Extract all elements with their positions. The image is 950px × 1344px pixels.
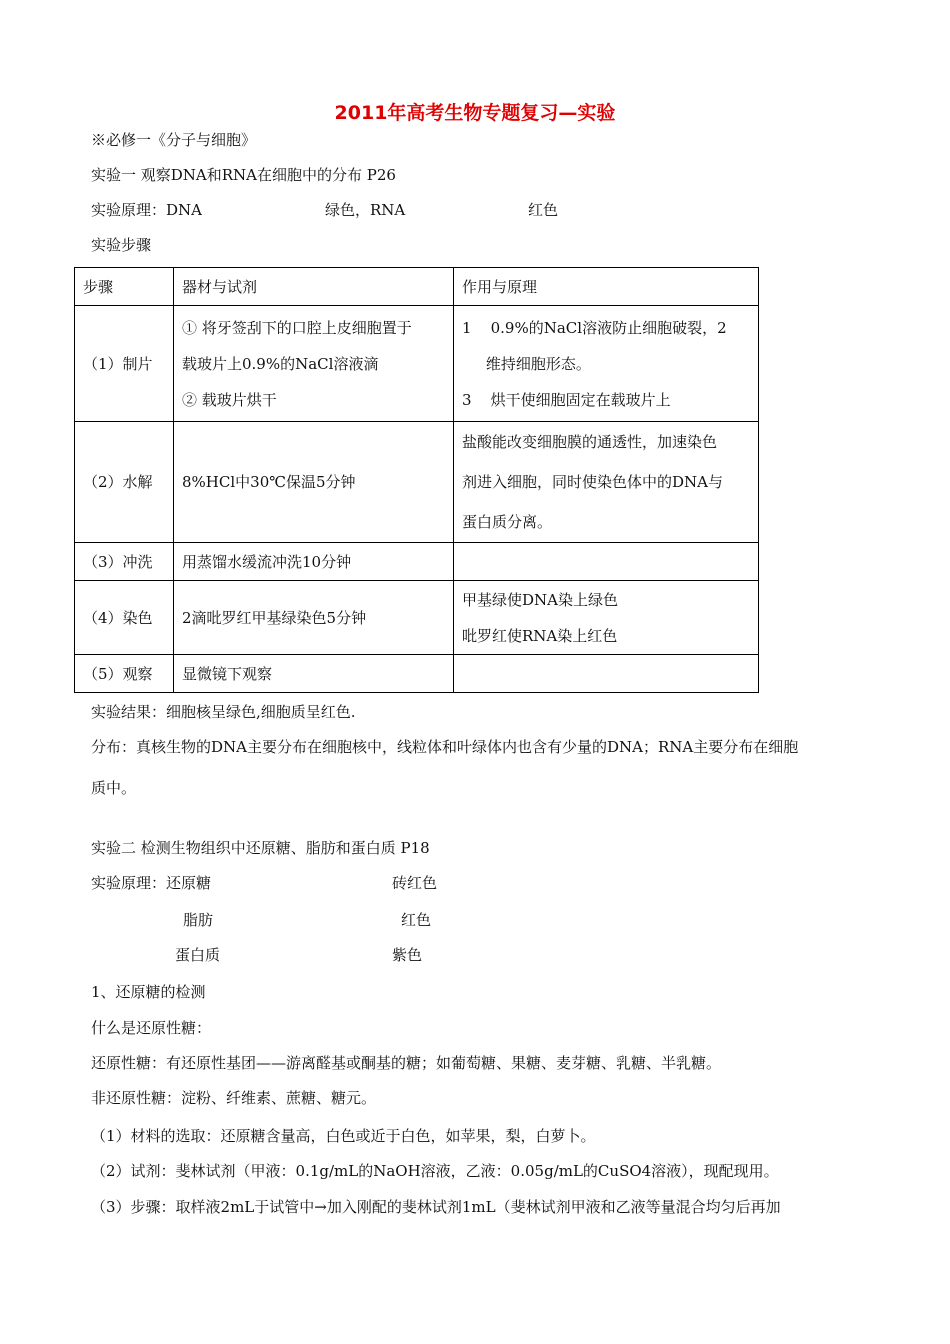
exp1-principle-green: 绿色，RNA — [325, 201, 406, 219]
exp2-item-reagent: （2）试剂：斐林试剂（甲液：0.1g/mL的NaOH溶液，乙液：0.05g/mL的CuSO4溶液），现配现用。 — [91, 1162, 779, 1180]
step-cell: （3）冲洗 — [75, 543, 174, 581]
exp2-reducing-sugar-def: 还原性糖：有还原性基团——游离醛基或酮基的糖；如葡萄糖、果糖、麦芽糖、乳糖、半乳糖。 — [91, 1054, 722, 1072]
table-row — [75, 422, 759, 543]
exp2-fat-label: 脂肪 — [183, 911, 214, 929]
purpose-cell — [454, 306, 759, 422]
exp2-color-fat: 红色 — [401, 911, 432, 929]
table-header-cell: 作用与原理 — [454, 268, 759, 306]
purpose-cell — [454, 422, 759, 543]
purpose-line: 维持细胞形态。 — [462, 354, 591, 373]
exp1-principle-label: 实验原理：DNA — [91, 201, 202, 219]
purpose-line: 3 烘干使细胞固定在载玻片上 — [462, 390, 671, 409]
exp1-distribution-line2: 质中。 — [91, 779, 137, 797]
exp2-principle-label: 实验原理：还原糖 — [91, 874, 212, 892]
purpose-line: 剂进入细胞，同时使染色体中的DNA与 — [462, 473, 723, 491]
table-header-cell: 器材与试剂 — [174, 268, 454, 306]
exp2-color-protein: 紫色 — [392, 946, 423, 964]
materials-cell: 8%HCl中30℃保温5分钟 — [174, 422, 454, 543]
purpose-cell — [454, 543, 759, 581]
exp2-heading: 实验二 检测生物组织中还原糖、脂肪和蛋白质 P18 — [91, 839, 430, 857]
materials-cell — [174, 306, 454, 422]
table-row — [75, 581, 759, 655]
materials-cell: 2滴吡罗红甲基绿染色5分钟 — [174, 581, 454, 655]
exp2-section1-heading: 1、还原糖的检测 — [91, 983, 206, 1001]
purpose-cell — [454, 581, 759, 655]
exp2-item-material: （1）材料的选取：还原糖含量高，白色或近于白色，如苹果，梨，白萝卜。 — [91, 1127, 596, 1145]
materials-cell: 用蒸馏水缓流冲洗10分钟 — [174, 543, 454, 581]
materials-line: ② 载玻片烘干 — [182, 390, 277, 409]
experiment-steps-table — [74, 267, 759, 693]
purpose-line: 1 0.9%的NaCl溶液防止细胞破裂，2 — [462, 318, 727, 337]
exp2-question: 什么是还原性糖： — [91, 1019, 212, 1037]
step-cell: （4）染色 — [75, 581, 174, 655]
purpose-line: 吡罗红使RNA染上红色 — [462, 626, 618, 645]
exp1-principle-red: 红色 — [528, 201, 559, 219]
table-header-cell: 步骤 — [75, 268, 174, 306]
purpose-line: 盐酸能改变细胞膜的通透性，加速染色 — [462, 433, 718, 451]
step-cell: （5）观察 — [75, 655, 174, 693]
exp2-color-reducing-sugar: 砖红色 — [392, 874, 438, 892]
table-row — [75, 543, 759, 581]
exp1-heading: 实验一 观察DNA和RNA在细胞中的分布 P26 — [91, 166, 396, 184]
purpose-cell — [454, 655, 759, 693]
table-row — [75, 655, 759, 693]
purpose-line: 甲基绿使DNA染上绿色 — [462, 590, 618, 609]
exp1-result: 实验结果：细胞核呈绿色,细胞质呈红色. — [91, 703, 356, 721]
step-cell: （1）制片 — [75, 306, 174, 422]
purpose-line: 蛋白质分离。 — [462, 513, 553, 531]
page-title: 2011年高考生物专题复习—实验 — [334, 102, 616, 124]
module-heading: ※必修一《分子与细胞》 — [91, 131, 257, 149]
materials-line: ① 将牙签刮下的口腔上皮细胞置于 — [182, 318, 412, 337]
table-row — [75, 306, 759, 422]
exp1-steps-label: 实验步骤 — [91, 236, 152, 254]
materials-line: 载玻片上0.9%的NaCl溶液滴 — [182, 354, 379, 373]
step-cell: （2）水解 — [75, 422, 174, 543]
exp1-distribution-line1: 分布：真核生物的DNA主要分布在细胞核中，线粒体和叶绿体内也含有少量的DNA；RNA主要分布在细胞 — [91, 738, 799, 756]
exp2-protein-label: 蛋白质 — [175, 946, 221, 964]
table-header-row — [75, 268, 759, 306]
materials-cell: 显微镜下观察 — [174, 655, 454, 693]
exp2-non-reducing-sugar-def: 非还原性糖：淀粉、纤维素、蔗糖、糖元。 — [91, 1089, 377, 1107]
exp2-item-steps: （3）步骤：取样液2mL于试管中→加入刚配的斐林试剂1mL（斐林试剂甲液和乙液等量混合均匀后再加 — [91, 1198, 781, 1216]
